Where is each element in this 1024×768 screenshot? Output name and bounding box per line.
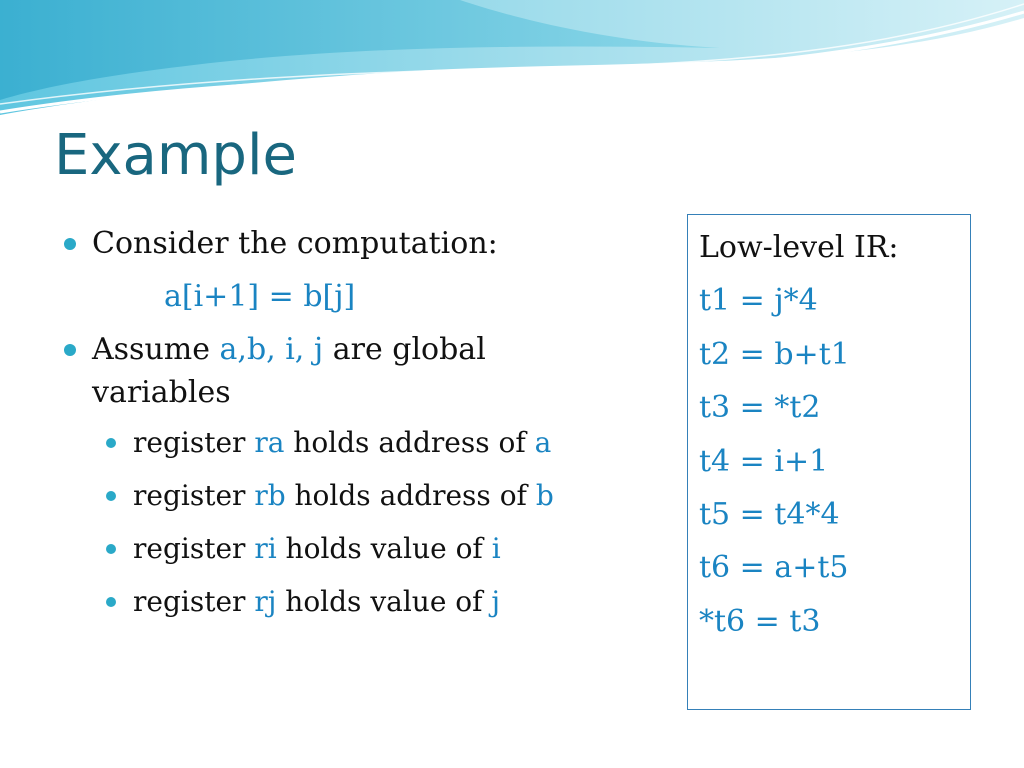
ir-line: t3 = *t2 — [699, 390, 821, 426]
subbullet-ra — [106, 424, 664, 462]
register-name: rb — [254, 479, 286, 512]
computation-code: a[i+1] = b[j] — [164, 279, 356, 314]
bullet-dot-icon — [64, 344, 76, 356]
assume-prefix: Assume — [92, 332, 220, 367]
bullet-dot-icon — [106, 491, 116, 501]
variable-name: j — [491, 585, 501, 618]
ir-line: t5 = t4*4 — [699, 497, 840, 533]
ir-line: t2 = b+t1 — [699, 336, 850, 372]
header-wave-decoration — [0, 0, 1024, 130]
variable-name: i — [491, 532, 501, 565]
subbullet-mid: holds value of — [276, 585, 492, 618]
bullet-text: Consider the computation: — [92, 226, 498, 261]
ir-heading: Low-level IR: — [699, 230, 899, 265]
subbullet-mid: holds value of — [276, 532, 492, 565]
subbullet-pre: register — [133, 585, 255, 618]
subbullet-mid: holds address of — [284, 426, 535, 459]
subbullet-pre: register — [133, 532, 255, 565]
variable-name: b — [535, 479, 554, 512]
ir-box — [687, 214, 971, 710]
variable-name: a — [534, 426, 552, 459]
subbullet-pre: register — [133, 426, 255, 459]
slide-title: Example — [54, 123, 297, 188]
subbullet-ri — [106, 530, 664, 568]
bullet-dot-icon — [106, 544, 116, 554]
register-name: rj — [254, 585, 277, 618]
subbullet-rj — [106, 583, 664, 621]
bullet-dot-icon — [64, 238, 76, 250]
assume-vars: a,b, i, j — [219, 332, 324, 367]
subbullet-rb — [106, 477, 664, 515]
register-name: ra — [254, 426, 285, 459]
register-name: ri — [254, 532, 277, 565]
bullet-consider — [64, 222, 664, 265]
bullet-assume — [64, 328, 664, 414]
ir-line: t1 = j*4 — [699, 283, 818, 319]
assume-suffix: are global — [323, 332, 486, 367]
subbullet-mid: holds address of — [285, 479, 536, 512]
ir-line: t6 = a+t5 — [699, 550, 849, 586]
ir-line: *t6 = t3 — [699, 603, 821, 639]
ir-line: t4 = i+1 — [699, 443, 829, 479]
bullet-dot-icon — [106, 438, 116, 448]
bullet-dot-icon — [106, 597, 116, 607]
bullet-list — [64, 222, 664, 636]
subbullet-pre: register — [133, 479, 255, 512]
assume-line2: variables — [92, 375, 231, 410]
